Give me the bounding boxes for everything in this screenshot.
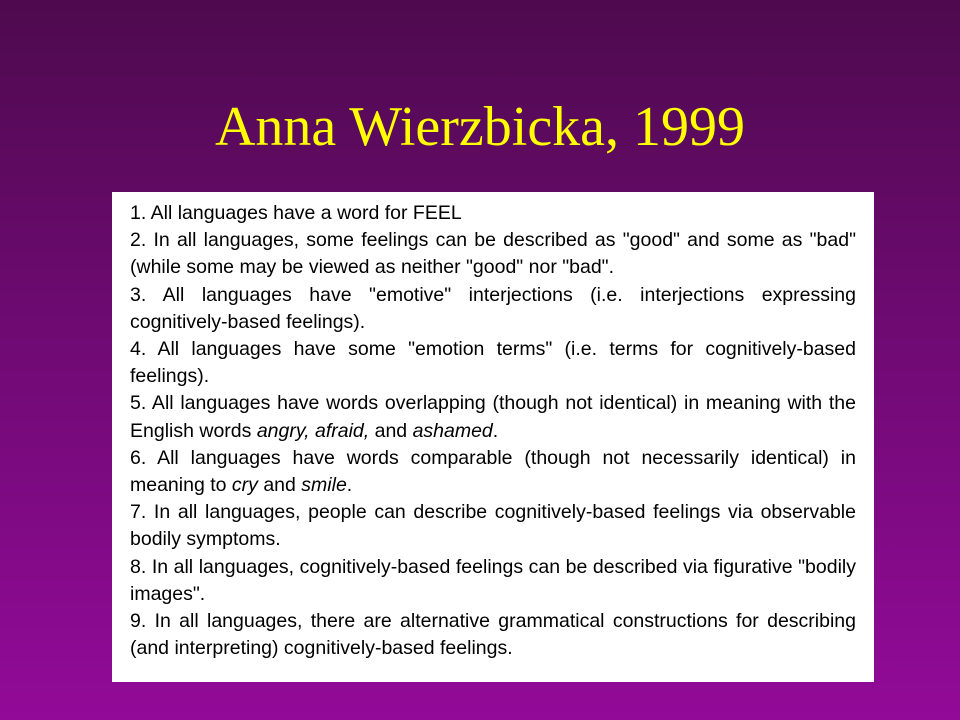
item-6-emphasis-cry: cry <box>231 474 258 497</box>
list-item-1 <box>130 200 856 227</box>
item-5-emphasis-words: angry, afraid, <box>256 419 370 442</box>
universals-list-panel <box>112 192 874 682</box>
list-item-8 <box>130 554 856 608</box>
item-5-emphasis-ashamed: ashamed <box>412 419 493 442</box>
list-item-6 <box>130 445 856 499</box>
item-5-period: . <box>492 419 499 442</box>
item-6-period: . <box>346 474 353 497</box>
list-item-9 <box>130 608 856 662</box>
item-4-text: 4. All languages have some "emotion terms" (i.e. terms for cognitively-based feelings). <box>130 338 856 388</box>
list-item-2 <box>130 227 856 281</box>
item-6-connector: and <box>257 474 302 497</box>
item-8-text: 8. In all languages, cognitively-based feelings can be described via figurative "bodily images". <box>130 555 856 605</box>
item-9-text: 9. In all languages, there are alternative grammatical constructions for describing (and interpreting) cognitively-based feelings. <box>130 610 856 660</box>
item-6-emphasis-smile: smile <box>301 474 347 497</box>
list-item-7 <box>130 499 856 553</box>
item-5-text: 5. All languages have words overlapping (though not identical) in meaning with the English words <box>130 392 856 442</box>
item-3-text: 3. All languages have "emotive" interjections (i.e. interjections expressing cognitively-based feelings). <box>130 283 856 333</box>
list-item-4 <box>130 336 856 390</box>
slide-title: Anna Wierzbicka, 1999 <box>214 96 746 158</box>
item-1-text: 1. All languages have a word for FEEL <box>130 202 462 224</box>
item-5-connector: and <box>369 419 413 442</box>
list-item-3 <box>130 282 856 336</box>
list-item-5 <box>130 390 856 444</box>
item-7-text: 7. In all languages, people can describe cognitively-based feelings via observable bodily symptoms. <box>130 501 856 551</box>
item-6-text: 6. All languages have words comparable (though not necessarily identical) in meaning to <box>130 446 856 497</box>
item-2-text: 2. In all languages, some feelings can be described as "good" and some as "bad" (while some may be viewed as neither "good" nor "bad". <box>130 229 856 279</box>
